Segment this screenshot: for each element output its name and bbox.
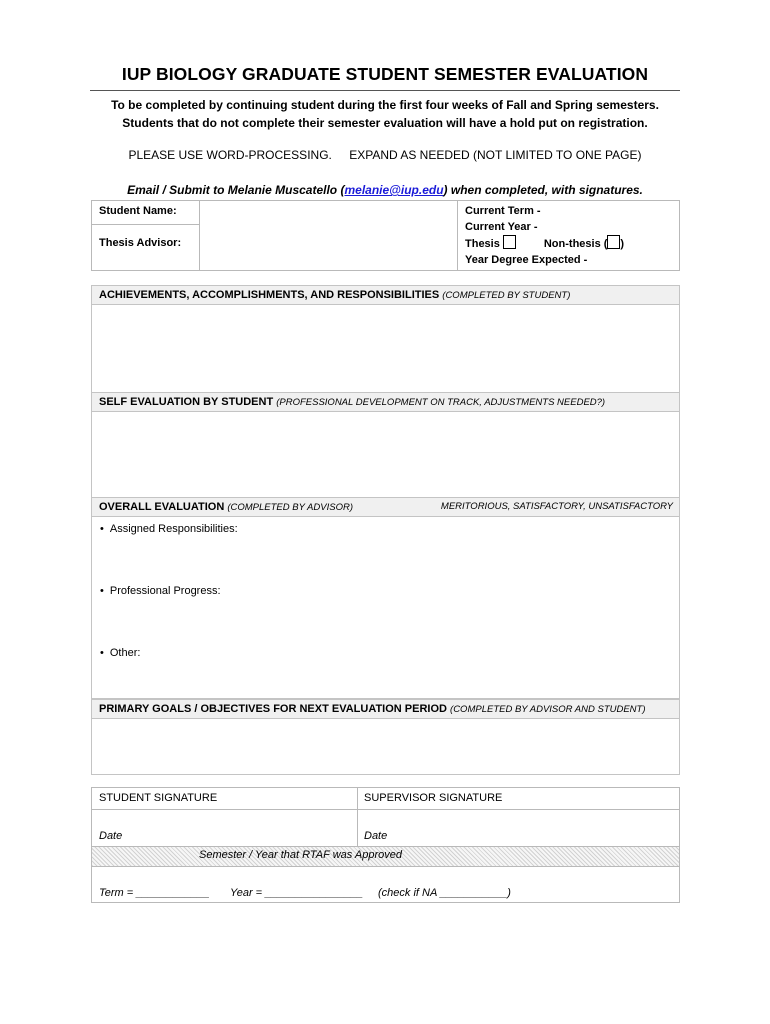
instruction-word-processing: PLEASE USE WORD-PROCESSING.	[128, 148, 332, 162]
signature-row-divider	[92, 809, 679, 810]
year-field[interactable]: Year = ________________	[230, 887, 364, 899]
self-evaluation-section	[91, 392, 680, 498]
goals-header	[92, 700, 679, 719]
thesis-label: Thesis	[465, 238, 500, 250]
email-suffix: ) when completed, with signatures.	[443, 183, 643, 197]
current-term-label: Current Term -	[465, 205, 541, 217]
rating-scale: MERITORIOUS, SATISFACTORY, UNSATISFACTORY	[440, 501, 673, 512]
student-signature-label: STUDENT SIGNATURE	[99, 792, 218, 804]
thesis-checkbox[interactable]	[503, 235, 516, 249]
overall-evaluation-subtitle: (COMPLETED BY ADVISOR)	[227, 502, 353, 513]
signature-divider	[357, 788, 358, 846]
overall-evaluation-section	[91, 497, 680, 699]
list-item: • Professional Progress:	[100, 585, 221, 597]
goals-field[interactable]	[92, 719, 679, 775]
thesis-advisor-field[interactable]	[200, 225, 457, 270]
info-row-divider	[92, 224, 199, 225]
self-evaluation-title: SELF EVALUATION BY STUDENT	[99, 396, 277, 408]
self-evaluation-header	[92, 393, 679, 412]
email-line	[84, 183, 686, 197]
signature-table	[91, 787, 680, 903]
intro-line-2: Students that do not complete their semester evaluation will have a hold put on registration.	[122, 116, 648, 130]
term-field[interactable]: Term = ____________	[99, 887, 210, 899]
thesis-advisor-label: Thesis Advisor:	[99, 237, 182, 249]
student-name-field[interactable]	[200, 201, 457, 224]
achievements-field[interactable]	[92, 305, 679, 393]
self-evaluation-field[interactable]	[92, 412, 679, 498]
achievements-section	[91, 285, 680, 393]
achievements-title: ACHIEVEMENTS, ACCOMPLISHMENTS, AND RESPONSIBILITIES	[99, 289, 443, 301]
term-info	[465, 203, 624, 268]
achievements-header	[92, 286, 679, 305]
nonthesis-close: )	[620, 238, 625, 250]
student-date-label: Date	[99, 830, 123, 842]
rtaf-label: Semester / Year that RTAF was Approved	[199, 849, 402, 861]
goals-title: PRIMARY GOALS / OBJECTIVES FOR NEXT EVALUATION PERIOD	[99, 703, 451, 715]
student-name-label: Student Name:	[99, 205, 177, 217]
info-divider-right	[457, 201, 458, 270]
year-degree-label: Year Degree Expected -	[465, 254, 588, 266]
supervisor-date-label: Date	[364, 830, 388, 842]
intro-line-1: To be completed by continuing student during the first four weeks of Fall and Spring semesters.	[111, 98, 659, 112]
email-prefix: Email / Submit to Melanie Muscatello (	[127, 183, 345, 197]
nonthesis-label: Non-thesis (	[543, 238, 608, 250]
instruction-expand: EXPAND AS NEEDED (NOT LIMITED TO ONE PAGE)	[349, 148, 642, 162]
intro-text	[84, 96, 686, 132]
list-item: • Assigned Responsibilities:	[100, 523, 238, 535]
overall-evaluation-header	[92, 498, 679, 517]
page-title: IUP BIOLOGY GRADUATE STUDENT SEMESTER EVALUATION	[90, 64, 680, 91]
goals-subtitle: (COMPLETED BY ADVISOR AND STUDENT)	[450, 704, 646, 715]
overall-evaluation-title: OVERALL EVALUATION	[99, 501, 228, 513]
na-check-field[interactable]: (check if NA ___________)	[378, 887, 511, 899]
student-info-table	[91, 200, 680, 271]
goals-section	[91, 699, 680, 775]
achievements-subtitle: (COMPLETED BY STUDENT)	[442, 290, 571, 301]
self-evaluation-subtitle: (PROFESSIONAL DEVELOPMENT ON TRACK, ADJUSTMENTS NEEDED?)	[276, 397, 606, 408]
instruction-line	[84, 148, 686, 162]
supervisor-signature-label: SUPERVISOR SIGNATURE	[364, 792, 503, 804]
current-year-label: Current Year -	[465, 221, 538, 233]
nonthesis-checkbox[interactable]	[607, 235, 620, 249]
email-link[interactable]: melanie@iup.edu	[344, 183, 444, 197]
list-item: • Other:	[100, 647, 140, 659]
thesis-row	[465, 235, 624, 252]
